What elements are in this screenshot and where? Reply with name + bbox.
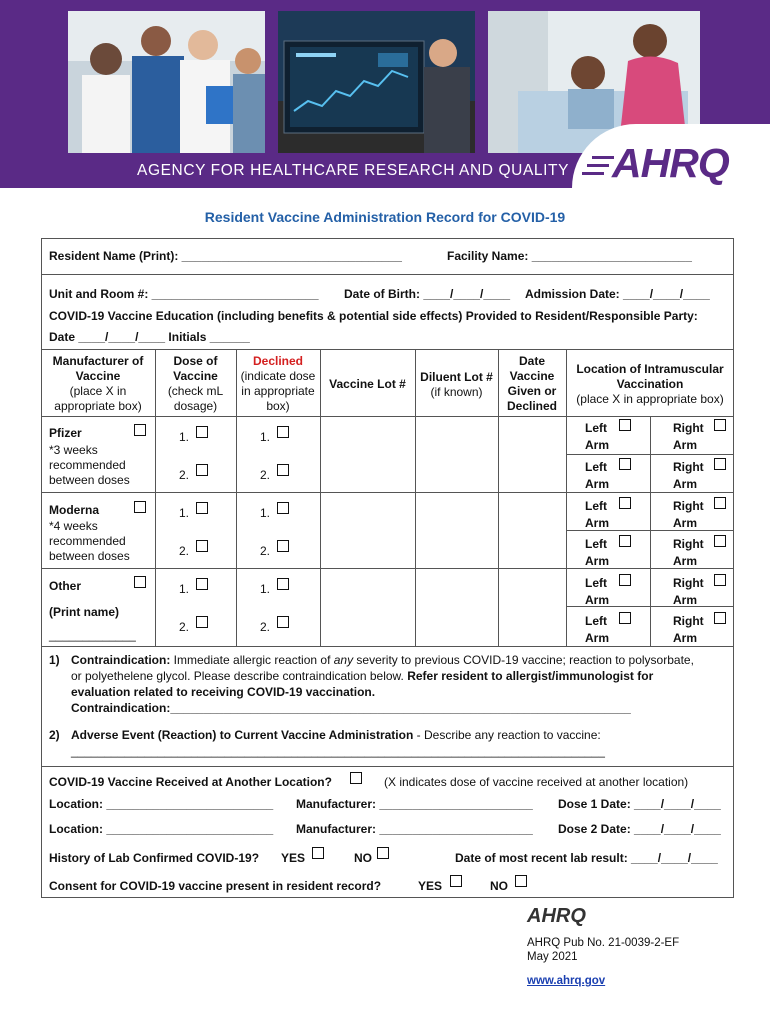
- right-arm-label: Right: [673, 614, 704, 628]
- dose-1-date-field[interactable]: Dose 1 Date: ____/____/____: [558, 797, 721, 811]
- left-arm-checkbox[interactable]: [619, 458, 631, 470]
- right-arm-label: Right: [673, 537, 704, 551]
- left-arm-checkbox[interactable]: [619, 535, 631, 547]
- right-arm-label: Right: [673, 460, 704, 474]
- history-yes-label: YES: [281, 851, 306, 865]
- dose-2-label: 2.: [179, 544, 190, 558]
- left-arm-label: Left: [585, 614, 607, 628]
- header-location: Location of Intramuscular: [576, 362, 724, 376]
- website-link[interactable]: www.ahrq.gov: [527, 975, 606, 987]
- left-arm-label: Left: [585, 499, 607, 513]
- right-arm-label: Arm: [673, 477, 698, 491]
- manufacturer-moderna: Moderna: [49, 503, 100, 517]
- history-yes-checkbox[interactable]: [312, 847, 324, 859]
- other-declined-2-checkbox[interactable]: [277, 616, 289, 628]
- divider: [41, 766, 734, 767]
- right-arm-label: Arm: [673, 554, 698, 568]
- dose-1-label: 1.: [179, 582, 190, 596]
- right-arm-checkbox[interactable]: [714, 612, 726, 624]
- declined-2-label: 2.: [260, 544, 271, 558]
- header-date-given: Vaccine: [509, 369, 555, 383]
- header-diluent-lot: (if known): [430, 385, 483, 399]
- pfizer-note: between doses: [49, 473, 130, 487]
- right-arm-checkbox[interactable]: [714, 535, 726, 547]
- dose-1-label: 1.: [179, 430, 190, 444]
- declined-1-label: 1.: [260, 582, 271, 596]
- clinicians-team-photo: [68, 11, 265, 153]
- declined-2-label: 2.: [260, 468, 271, 482]
- dose-2-date-field[interactable]: Dose 2 Date: ____/____/____: [558, 822, 721, 836]
- pfizer-declined-1-checkbox[interactable]: [277, 426, 289, 438]
- other-dose-1-checkbox[interactable]: [196, 578, 208, 590]
- dose-2-label: 2.: [179, 620, 190, 634]
- logo-speed-line-icon: [587, 164, 609, 167]
- left-arm-label: Arm: [585, 438, 610, 452]
- pfizer-note: recommended: [49, 458, 126, 472]
- note-1-text-a: Immediate allergic reaction of: [170, 653, 334, 667]
- left-arm-label: Arm: [585, 631, 610, 645]
- declined-1-label: 1.: [260, 430, 271, 444]
- history-no-checkbox[interactable]: [377, 847, 389, 859]
- left-arm-checkbox[interactable]: [619, 497, 631, 509]
- other-print-name-field[interactable]: _____________: [49, 628, 136, 642]
- header-banner: [0, 0, 770, 188]
- ahrq-logo: AHRQ: [612, 140, 729, 186]
- right-arm-label: Right: [673, 421, 704, 435]
- right-arm-label: Arm: [673, 593, 698, 607]
- pfizer-checkbox[interactable]: [134, 424, 146, 436]
- divider: [41, 646, 734, 647]
- other-dose-2-checkbox[interactable]: [196, 616, 208, 628]
- header-dose: (check mL: [167, 384, 224, 398]
- manufacturer-pfizer: Pfizer: [49, 426, 82, 440]
- right-arm-label: Arm: [673, 438, 698, 452]
- pub-number: AHRQ Pub No. 21-0039-2-EF: [527, 937, 680, 949]
- right-arm-checkbox[interactable]: [714, 574, 726, 586]
- declined-2-label: 2.: [260, 620, 271, 634]
- right-arm-label: Arm: [673, 631, 698, 645]
- note-2-text-b: - Describe any reaction to vaccine:: [413, 728, 601, 742]
- footer-ahrq-logo: AHRQ: [527, 905, 586, 927]
- right-arm-label: Arm: [673, 516, 698, 530]
- moderna-note: between doses: [49, 549, 130, 563]
- header-location: (place X in appropriate box): [576, 392, 724, 406]
- moderna-note: recommended: [49, 534, 126, 548]
- computer-dashboard-photo: [278, 11, 475, 153]
- header-dose: Dose of: [173, 354, 218, 368]
- header-declined: box): [266, 399, 290, 413]
- admission-date-field[interactable]: Admission Date: ____/____/____: [525, 287, 710, 301]
- facility-name-field[interactable]: Facility Name: ________________________: [447, 249, 692, 263]
- other-location-hint: (X indicates dose of vaccine received at another location): [384, 775, 689, 789]
- note-1-any: any: [333, 653, 354, 667]
- dose-2-label: 2.: [179, 468, 190, 482]
- document-title: Resident Vaccine Administration Record for COVID-19: [204, 209, 566, 225]
- left-arm-label: Left: [585, 576, 607, 590]
- header-date-given: Given or: [507, 384, 557, 398]
- pfizer-note: *3 weeks: [49, 443, 98, 457]
- pfizer-dose-1-checkbox[interactable]: [196, 426, 208, 438]
- other-print-name-label: (Print name): [49, 605, 120, 619]
- moderna-declined-2-checkbox[interactable]: [277, 540, 289, 552]
- moderna-declined-1-checkbox[interactable]: [277, 502, 289, 514]
- note-1-line-3: evaluation related to receiving COVID-19 vaccination.: [71, 685, 376, 699]
- divider: [41, 349, 734, 350]
- header-declined: (indicate dose: [240, 369, 316, 383]
- header-manufacturer: Manufacturer of: [52, 354, 144, 368]
- right-arm-checkbox[interactable]: [714, 497, 726, 509]
- header-manufacturer: (place X in: [69, 384, 127, 398]
- table-row-divider: [41, 492, 734, 493]
- moderna-note: *4 weeks: [49, 519, 98, 533]
- note-1-line-2a: or polyethelene glycol. Please describe contraindication below.: [71, 669, 408, 683]
- note-1-text: [71, 653, 694, 667]
- agency-name: AGENCY FOR HEALTHCARE RESEARCH AND QUALITY: [137, 162, 570, 179]
- pub-date: May 2021: [527, 951, 578, 963]
- consent-yes-label: YES: [418, 879, 443, 893]
- left-arm-label: Arm: [585, 516, 610, 530]
- consent-yes-checkbox[interactable]: [450, 875, 462, 887]
- dose-1-label: 1.: [179, 506, 190, 520]
- other-location-question: COVID-19 Vaccine Received at Another Location?: [49, 775, 332, 789]
- left-arm-checkbox[interactable]: [619, 612, 631, 624]
- location-2-field[interactable]: Location: _________________________: [49, 822, 274, 836]
- header-dose: Vaccine: [173, 369, 218, 383]
- header-diluent-lot: Diluent Lot #: [420, 370, 493, 384]
- manufacturer-other: Other: [49, 579, 82, 593]
- education-date-initials-field[interactable]: Date ____/____/____ Initials ______: [49, 330, 250, 344]
- logo-speed-line-icon: [592, 156, 614, 159]
- other-checkbox[interactable]: [134, 576, 146, 588]
- column-divider: [650, 416, 651, 646]
- consent-no-label: NO: [490, 879, 508, 893]
- header-location: Vaccination: [616, 377, 684, 391]
- right-arm-checkbox[interactable]: [714, 419, 726, 431]
- left-arm-label: Left: [585, 537, 607, 551]
- table-row-divider: [41, 416, 734, 417]
- location-1-field[interactable]: Location: _________________________: [49, 797, 274, 811]
- right-arm-label: Right: [673, 576, 704, 590]
- left-arm-checkbox[interactable]: [619, 419, 631, 431]
- history-no-label: NO: [354, 851, 372, 865]
- left-arm-label: Arm: [585, 477, 610, 491]
- left-arm-label: Left: [585, 421, 607, 435]
- right-arm-label: Right: [673, 499, 704, 513]
- left-arm-checkbox[interactable]: [619, 574, 631, 586]
- table-row-divider: [41, 568, 734, 569]
- header-manufacturer: appropriate box): [54, 399, 142, 413]
- column-divider: [320, 349, 321, 646]
- consent-label: Consent for COVID-19 vaccine present in resident record?: [49, 879, 382, 893]
- logo-speed-line-icon: [582, 172, 604, 175]
- declined-1-label: 1.: [260, 506, 271, 520]
- other-declined-1-checkbox[interactable]: [277, 578, 289, 590]
- header-dose: dosage): [173, 399, 218, 413]
- note-2-text: [71, 728, 601, 742]
- adverse-event-field[interactable]: ________________________________________________________________________________: [71, 744, 605, 758]
- note-1-line-2b: Refer resident to allergist/immunologist for: [407, 669, 654, 683]
- note-1-line-2: [71, 669, 653, 683]
- header-declined: Declined: [252, 354, 303, 368]
- header-declined: in appropriate: [241, 384, 315, 398]
- contraindication-field[interactable]: Contraindication:_____________________________________________________________________: [71, 701, 631, 715]
- history-label: History of Lab Confirmed COVID-19?: [49, 851, 260, 865]
- manufacturer-2-field[interactable]: Manufacturer: _______________________: [296, 822, 533, 836]
- header-date-given: Declined: [506, 399, 557, 413]
- header-vaccine-lot: Vaccine Lot #: [329, 377, 406, 391]
- divider: [41, 274, 734, 275]
- adverse-event-label: Adverse Event (Reaction) to Current Vaccine Administration: [71, 728, 414, 742]
- education-label: COVID-19 Vaccine Education (including benefits & potential side effects) Provided to Resident/Responsible Party:: [49, 309, 698, 323]
- note-1-text-b: severity to previous COVID-19 vaccine; reaction to polysorbate,: [353, 653, 694, 667]
- other-location-checkbox[interactable]: [350, 772, 362, 784]
- unit-room-field[interactable]: Unit and Room #: _________________________: [49, 287, 319, 301]
- contraindication-label: Contraindication:: [71, 653, 171, 667]
- header-date-given: Date: [518, 354, 545, 368]
- moderna-dose-2-checkbox[interactable]: [196, 540, 208, 552]
- left-arm-label: Left: [585, 460, 607, 474]
- manufacturer-1-field[interactable]: Manufacturer: _______________________: [296, 797, 533, 811]
- consent-no-checkbox[interactable]: [515, 875, 527, 887]
- moderna-dose-1-checkbox[interactable]: [196, 502, 208, 514]
- moderna-checkbox[interactable]: [134, 501, 146, 513]
- pfizer-dose-2-checkbox[interactable]: [196, 464, 208, 476]
- left-arm-label: Arm: [585, 593, 610, 607]
- resident-name-field[interactable]: Resident Name (Print): _________________________________: [49, 249, 402, 263]
- left-arm-label: Arm: [585, 554, 610, 568]
- header-manufacturer: Vaccine: [75, 369, 121, 383]
- date-of-birth-field[interactable]: Date of Birth: ____/____/____: [344, 287, 511, 301]
- pfizer-declined-2-checkbox[interactable]: [277, 464, 289, 476]
- note-2-number: 2): [49, 728, 60, 742]
- recent-lab-result-field[interactable]: Date of most recent lab result: ____/____/____: [455, 851, 718, 865]
- note-1-number: 1): [49, 653, 60, 667]
- right-arm-checkbox[interactable]: [714, 458, 726, 470]
